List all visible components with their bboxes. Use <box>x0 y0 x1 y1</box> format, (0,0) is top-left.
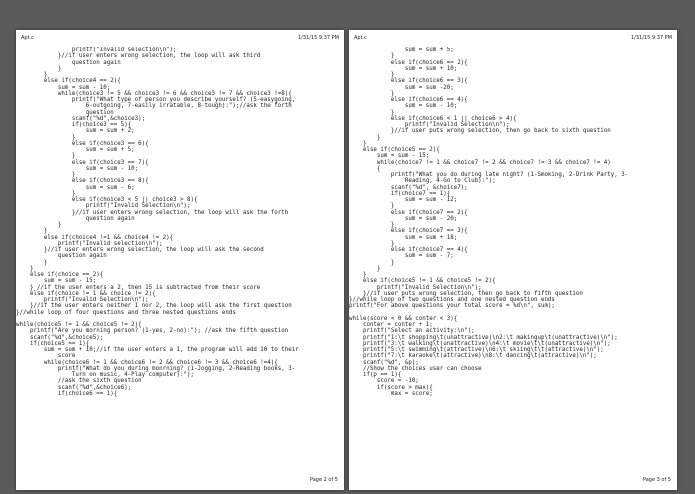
print-timestamp: 1/31/15 9:37 PM <box>630 35 672 41</box>
code-line: } <box>16 72 48 78</box>
code-line: } <box>349 53 395 60</box>
code-line: printf("3:\t walking\t(unattractive)\n4:\t movie\t\t(unattractive)\n"); <box>349 340 611 347</box>
code-line: if(choice6 == 1){ <box>16 390 118 397</box>
code-line: else if(choice3 < 5 || choice3 > 8){ <box>16 197 198 203</box>
code-line: conter = conter + 1; <box>349 322 433 328</box>
code-line: } <box>16 259 48 266</box>
code-line: if(choice7 == 1){ <box>349 190 451 197</box>
code-line: while(choice7 != 1 && choice7 != 2 && choice7 != 3 && choice7 != 4) <box>349 159 611 166</box>
code-line: else if(choice3 == 7){ <box>16 159 149 166</box>
code-line: } <box>16 222 62 228</box>
page-number: Page 2 of 5 <box>309 477 338 483</box>
code-listing <box>16 47 344 468</box>
code-line: printf("1:\t shopping\t(unattractive)\n2:\t makingup\t(unattractive)\n"); <box>349 334 618 341</box>
code-line: }//if user puts wrong selection, then go back to fifth question <box>349 290 583 297</box>
code-line: }//if user enters wrong selection, the loop will ask the second <box>16 247 264 253</box>
code-line: if(choice3 == 5){ <box>16 122 132 128</box>
file-name: Apt.c <box>354 35 367 41</box>
code-line: else if(choice7 == 3){ <box>349 228 468 235</box>
code-line: scanf("%d", &p); <box>349 359 419 366</box>
code-line: 6-outgoing, 7-easily irratable, 8-tough):");//ask the forth <box>16 103 292 110</box>
code-line: } <box>16 190 76 197</box>
code-line: }//if the user enters neither 1 nor 2, the loop will ask the first question <box>16 303 292 310</box>
print-timestamp: 1/31/15 9:37 PM <box>297 35 339 41</box>
code-line: sum = sum - 12; <box>349 197 458 203</box>
code-line: printf("Are you morning person? (1-yes, 2-no):"); //ask the fifth question <box>16 328 289 335</box>
code-line: sum = sum - 20; <box>349 215 458 222</box>
code-line: sum = sum + 18; <box>349 234 458 241</box>
code-line: printf("Invalid selection\n"); <box>16 47 177 53</box>
code-line: }//if user enters wrong selection, the loop will ask third <box>16 53 261 60</box>
code-line: question again <box>16 59 121 66</box>
code-line: else if(choice != 1 && choice != 2){ <box>16 290 156 297</box>
code-line: printf("What you do during late night? (1-Smoking, 2-Drink Party, 3- <box>349 172 629 178</box>
code-line: } <box>16 172 76 178</box>
code-line: } <box>349 72 395 78</box>
code-line: else if(choice7 == 2){ <box>349 209 468 216</box>
code-line: } <box>16 134 76 141</box>
page-number: Page 3 of 5 <box>642 477 671 483</box>
code-line: sum = sum - 15; <box>349 153 430 160</box>
code-line: else if(choice == 2){ <box>16 272 104 278</box>
code-line: while(choice6 != 1 && choice6 != 2 && choice6 != 3 && choice6 !=4){ <box>16 359 278 366</box>
code-line: } <box>349 265 381 272</box>
code-line: question again <box>16 253 107 260</box>
code-line: else if(choice5 != 1 && choice5 != 2){ <box>349 278 496 285</box>
code-line: sum = sum - 10; <box>349 103 458 110</box>
code-line: scanf("%d", &choice7); <box>349 184 468 191</box>
code-line: else if(choice4 == 2){ <box>16 78 121 85</box>
code-line: printf("Invalid Selection\n"); <box>16 203 191 210</box>
code-line: while(choice3 != 5 && choice3 != 6 && choice3 != 7 && choice3 !=8){ <box>16 90 292 97</box>
code-line: printf("7:\t karaoke\t(attractive)\n8:\t dancing\t(attractive)\n"); <box>349 353 597 360</box>
code-line: printf("What do you during monrning? (1-Jogging, 2-Reading books, 3- <box>16 365 296 372</box>
code-line: else if(choice7 == 4){ <box>349 247 468 253</box>
code-line: } <box>349 259 395 266</box>
code-line: } <box>349 109 395 116</box>
file-name: Apt.c <box>21 35 34 41</box>
code-line: sum = sum -20; <box>349 84 454 91</box>
code-line: sum = sum + 10; <box>349 65 458 72</box>
code-line: }//if user enters wrong selection, the loop will ask the forth <box>16 209 289 216</box>
code-line: } //if the user enters a 2, then 15 is subtracted from their score <box>16 284 261 291</box>
code-line: score <box>16 353 76 360</box>
code-line: sum = sum + 5; <box>16 147 135 153</box>
code-line: Turn on music, 4-Play computer):"); <box>16 372 194 378</box>
code-line: sum = sum + 5; <box>349 47 454 53</box>
code-line: score = -10; <box>349 378 419 385</box>
code-line: scanf("%d",&choice6); <box>16 384 132 391</box>
code-line: } <box>16 265 34 272</box>
code-line: printf("Select an activity:\n"); <box>349 328 475 335</box>
pdf-page-2 <box>16 30 344 490</box>
code-line: }//while loop of two questions and one nested question ends <box>349 297 555 303</box>
code-line: //Show the choices user can choose <box>349 365 482 372</box>
code-line: } <box>349 140 367 147</box>
code-line: scanf("%d",&choice3); <box>16 115 146 122</box>
code-line: else if(choice6 < 1 || choice6 > 4){ <box>349 115 517 122</box>
code-line: question again <box>16 215 135 222</box>
code-line: sum = sum - 7; <box>349 253 454 260</box>
code-line: max = score; <box>349 390 433 397</box>
code-line: }//while loop of four questions and three nested questions ends <box>16 309 236 316</box>
pdf-page-3 <box>349 30 677 490</box>
code-line: question <box>16 109 114 116</box>
code-line: sum = sum - 15; <box>16 278 97 285</box>
code-line: sum = sum - 10; <box>16 84 111 91</box>
page-header <box>21 35 339 43</box>
code-line: printf("Invalid Selection\n"); <box>349 284 482 291</box>
code-line: while(score < 0 && conter < 3){ <box>349 315 458 322</box>
code-line: sum = sum - 6; <box>16 184 135 191</box>
code-line: else if(choice3 == 8){ <box>16 178 149 185</box>
code-line: printf("For above questions your total score = %d\n", sum); <box>349 303 555 310</box>
code-line: scanf("%d",&choice5); <box>16 334 104 341</box>
code-line: printf("5:\t swimming\t(attractive)\n6:\t skiing\t\t(attractive)\n"); <box>349 347 604 353</box>
code-line: else if(choice3 == 6){ <box>16 140 149 147</box>
code-line: } <box>349 203 395 210</box>
code-line: printf("Invalid selection\n"); <box>16 240 163 247</box>
code-line: Reading, 4-Go to Club):"); <box>349 178 496 185</box>
code-line: } <box>16 228 48 235</box>
code-line: else if(choice6 == 4){ <box>349 97 468 103</box>
code-line: } <box>349 240 395 247</box>
code-line: } <box>16 153 76 160</box>
code-line: printf("Invalid Selection\n"); <box>349 122 510 128</box>
code-line: } <box>349 222 395 228</box>
code-line: } <box>349 134 381 141</box>
code-line: sum = sum + 2; <box>16 128 135 135</box>
code-line: if(score > max){ <box>349 384 433 391</box>
code-listing <box>349 47 677 468</box>
code-line: else if(choice4 !=1 && choice4 != 2){ <box>16 234 174 241</box>
code-line: if(choice5 == 1){ <box>16 340 90 347</box>
code-line: //ask the sixth question <box>16 378 142 385</box>
code-line: } <box>16 65 62 72</box>
code-line: else if(choice6 == 3){ <box>349 78 468 85</box>
code-line: } <box>349 90 395 97</box>
code-line: sum = sum + 10;//if the user enters a 1, the program will add 10 to their <box>16 347 299 353</box>
code-line: else if(choice5 == 2){ <box>349 147 440 153</box>
code-line: sum = sum - 10; <box>16 165 139 172</box>
code-line: printf("Invalid Selection\n"); <box>16 297 149 303</box>
code-line: else if(choice6 == 2){ <box>349 59 468 66</box>
code-line: while(choice5 != 1 && choice5 != 2){ <box>16 322 142 328</box>
code-line: } <box>349 272 367 278</box>
code-line: }//if user puts wrong selection, then go back to sixth question <box>349 128 611 135</box>
code-line: if(p == 1){ <box>349 372 402 378</box>
code-line: { <box>349 165 381 172</box>
code-line: printf("What type of person you describe yourself? (5-easygoing, <box>16 97 296 103</box>
page-header <box>354 35 672 43</box>
